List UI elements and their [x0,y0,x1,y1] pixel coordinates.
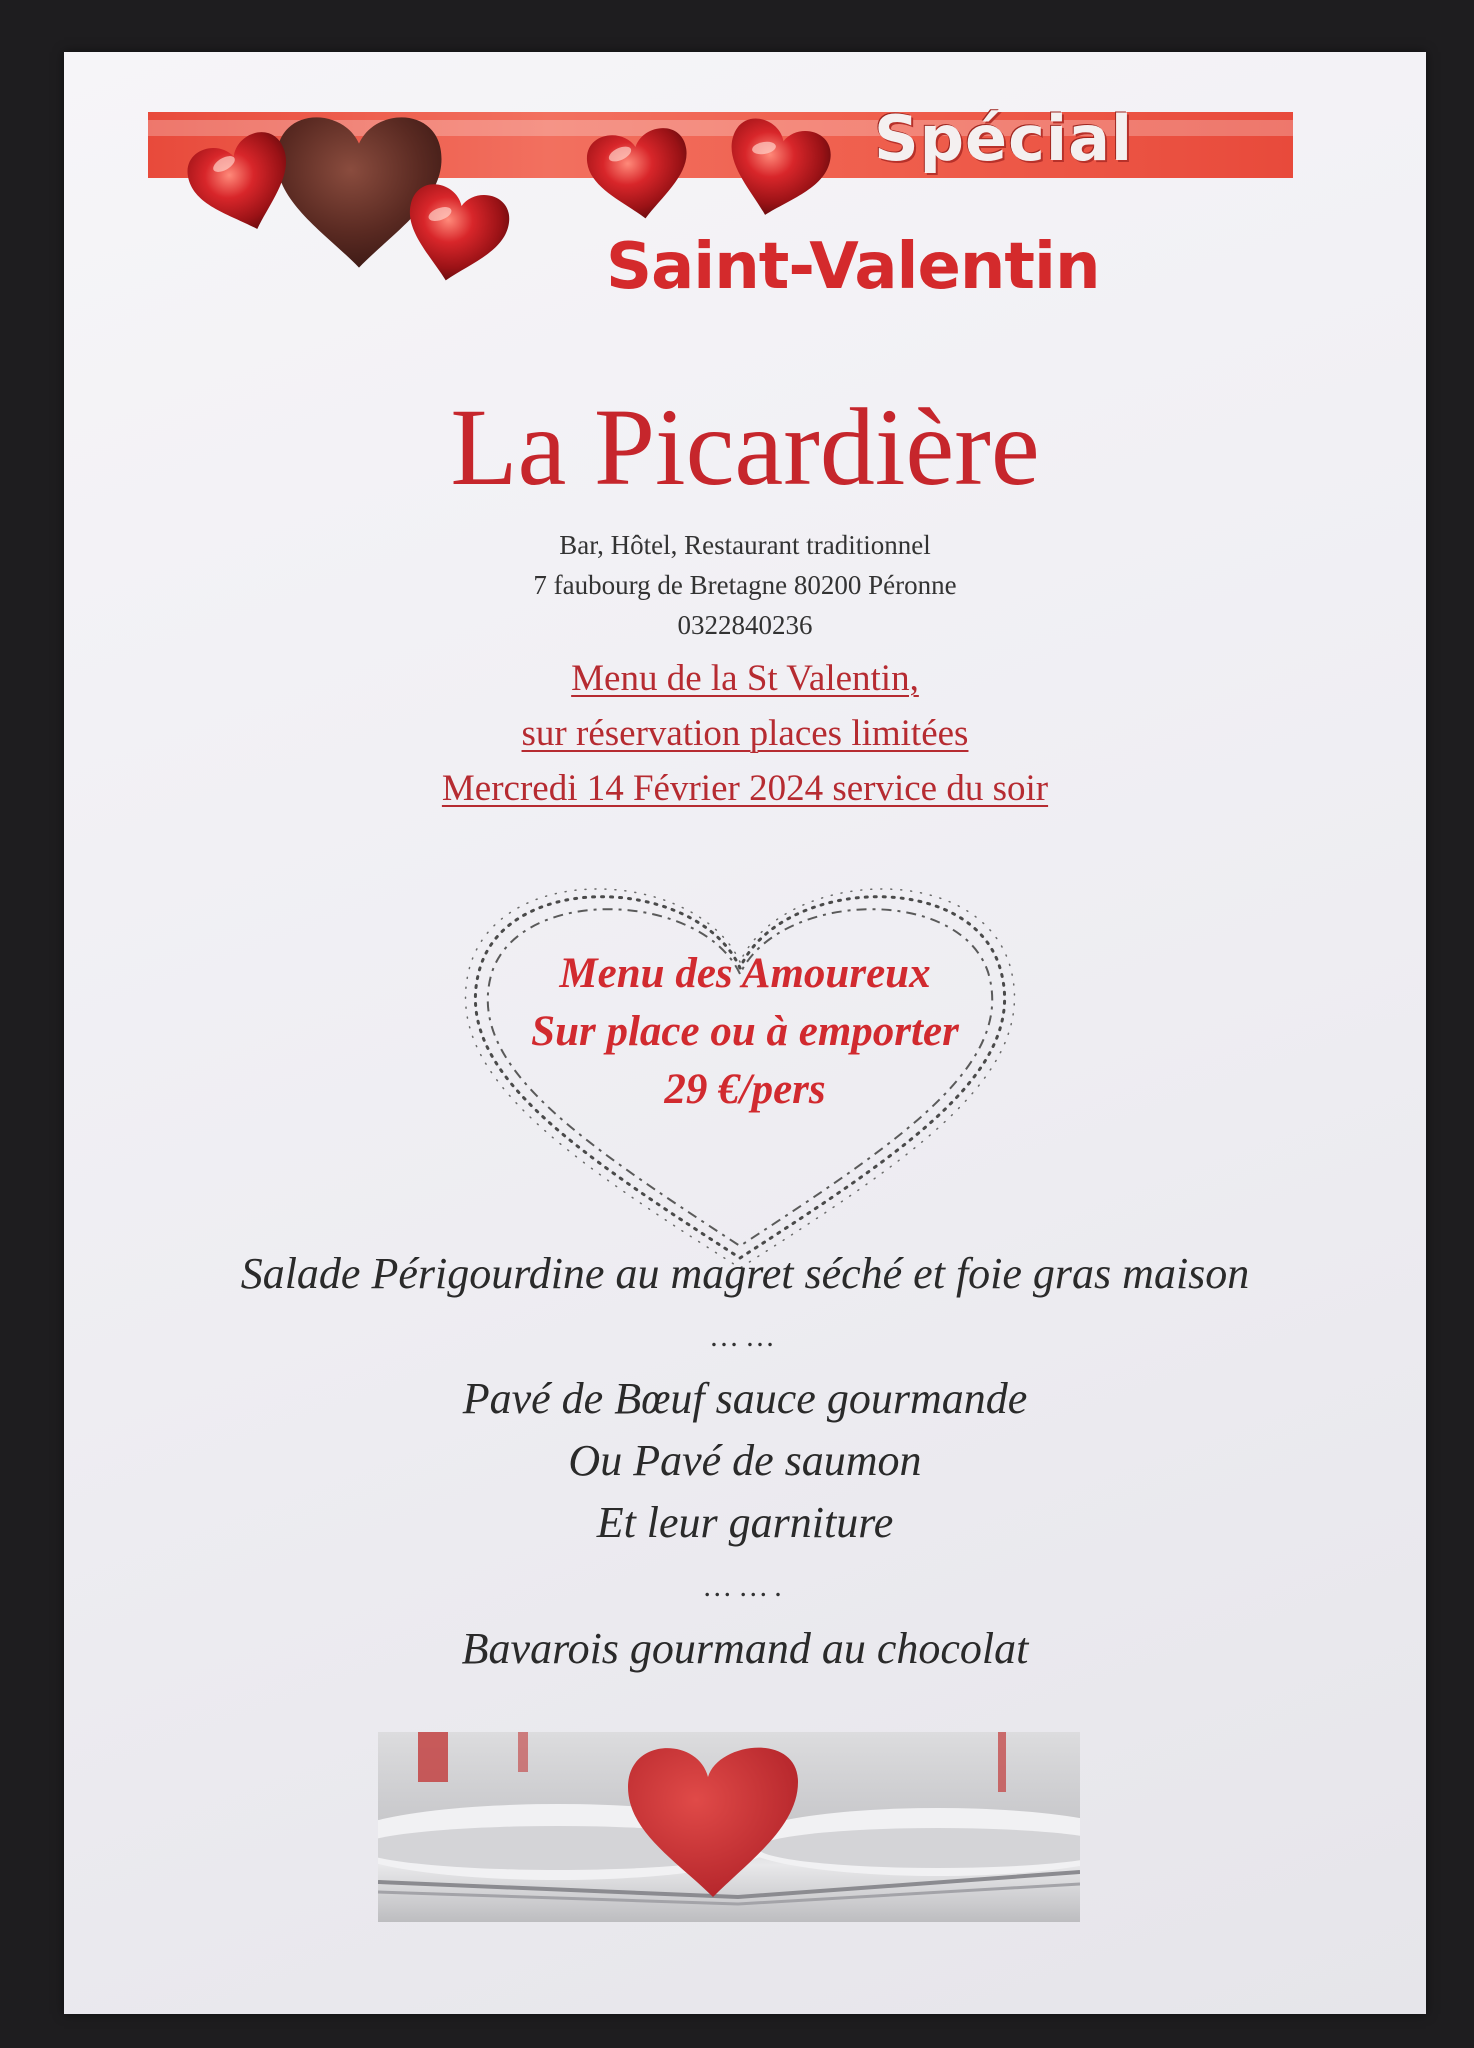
menu-starter: Salade Périgourdine au magret séché et foie gras maison [240,1249,1250,1298]
announcement-line-2: sur réservation places limitées [521,713,969,754]
special-label: Spécial [874,102,1134,175]
offer-mode: Sur place ou à emporter [531,1008,959,1055]
restaurant-description: Bar, Hôtel, Restaurant traditionnel [559,530,931,560]
announcement-line-1: Menu de la St Valentin, [571,658,919,699]
table-heart-photo [378,1732,1080,1922]
foil-heart-icon [717,114,836,228]
restaurant-address: 7 faubourg de Bretagne 80200 Péronne [533,570,957,600]
saint-valentin-heading: Saint-Valentin [606,230,1100,304]
offer-name: Menu des Amoureux [559,950,931,997]
menu-dessert: Bavarois gourmand au chocolat [461,1624,1029,1673]
menu-main-2: Ou Pavé de saumon [568,1436,922,1485]
announcement-line-3: Mercredi 14 Février 2024 service du soir [441,768,1049,809]
restaurant-phone: 0322840236 [677,610,813,640]
menu-main-3: Et leur garniture [596,1498,894,1547]
menu-separator: ……. [702,1570,788,1603]
foil-heart-icon [584,125,695,225]
foil-heart-icon [397,180,514,291]
offer-price: 29 €/pers [664,1066,826,1113]
restaurant-name: La Picardière [450,386,1040,508]
menu-main-1: Pavé de Bœuf sauce gourmande [462,1374,1028,1423]
menu-separator: …… [709,1320,781,1353]
menu-flyer [64,52,1426,2014]
